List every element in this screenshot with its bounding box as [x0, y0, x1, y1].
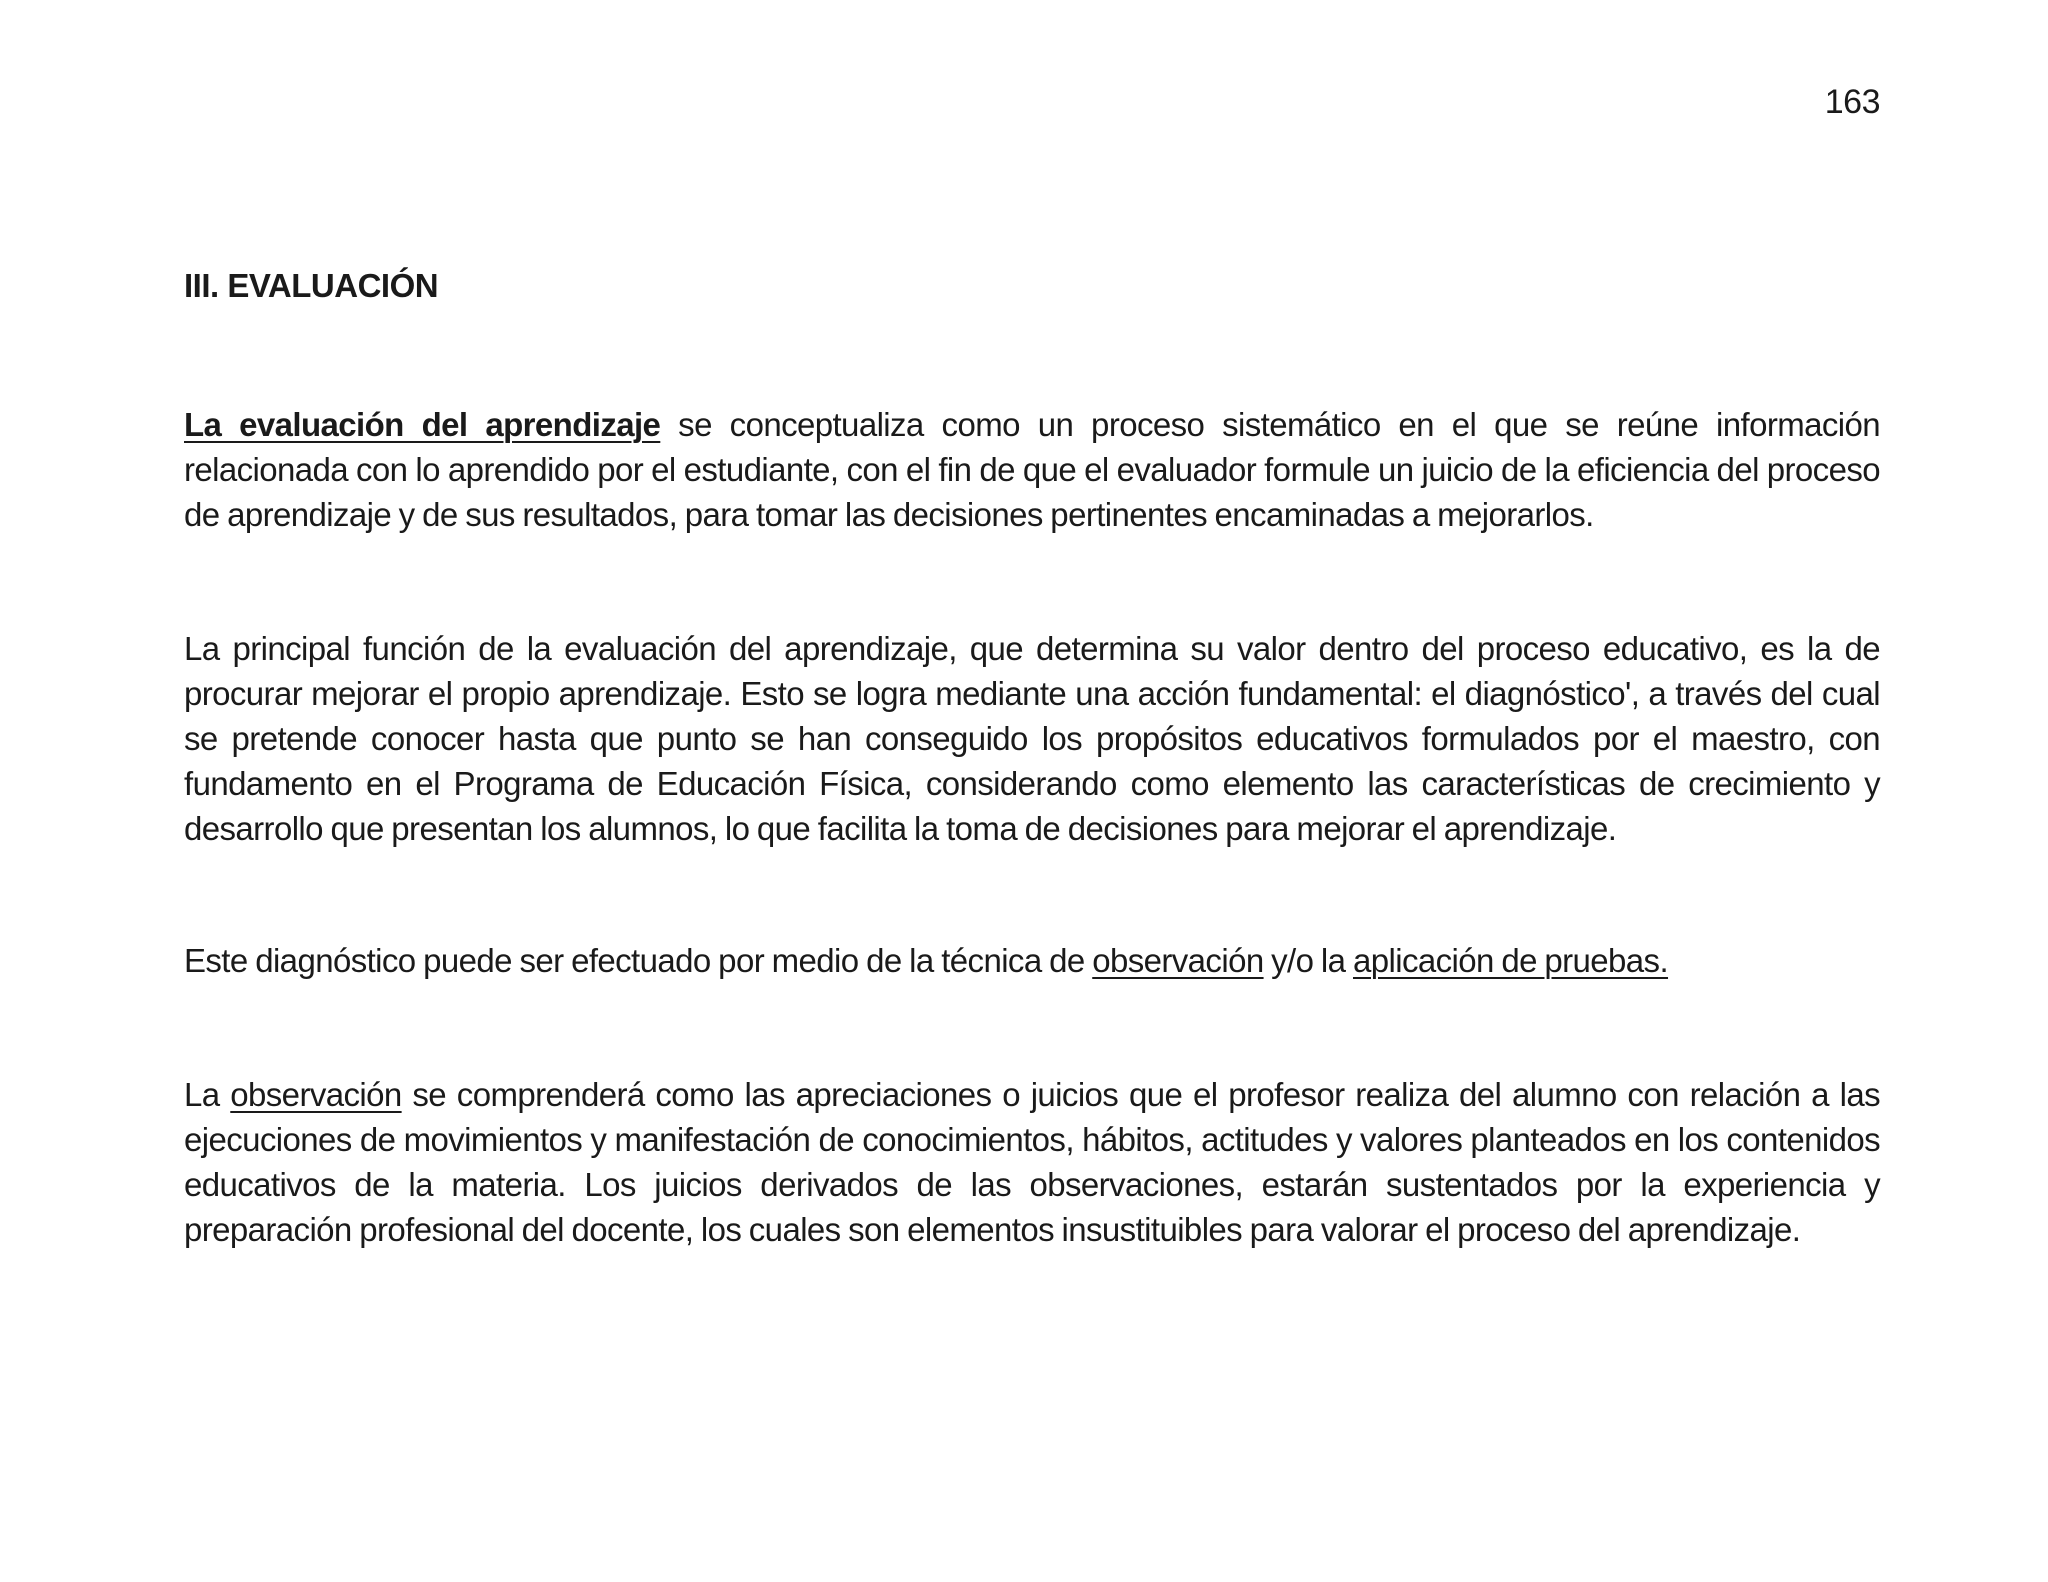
paragraph-evaluation-definition [184, 402, 1880, 537]
paragraph-principal-function: La principal función de la evaluación del aprendizaje, que determina su valor dentro del proceso educativo, es la de procurar mejorar el propio aprendizaje. Esto se logra mediante una acción fundamental: el diagnóstico', a través del cual se pretende conocer hasta que punto se han conseguido los propósitos educativos formulados por el maestro, con fundamento en el Programa de Educación Física, considerando como elemento las características de crecimiento y desarrollo que presentan los alumnos, lo que facilita la toma de decisiones para mejorar el aprendizaje. [184, 630, 1880, 847]
page-number: 163 [1824, 83, 1880, 121]
paragraph-diagnostic [184, 938, 1880, 983]
paragraph-text: Este diagnóstico puede ser efectuado por medio de la técnica de [184, 942, 1093, 979]
section-title: III. EVALUACIÓN [184, 267, 439, 304]
term-evaluacion-aprendizaje: La evaluación del aprendizaje [184, 406, 661, 443]
paragraph-observation [184, 1072, 1880, 1252]
paragraph-text: se conceptualiza como un proceso sistemático en el que se reúne información relacionada con lo aprendido por el estudiante, con el fin de que el evaluador formule un juicio de la eficiencia del proceso de aprendizaje y de sus resultados, para tomar las decisiones pertinentes encaminadas a mejorarlos. [184, 406, 1880, 533]
term-observacion: observación [230, 1076, 402, 1113]
paragraph-text: La [184, 1076, 231, 1113]
paragraph-text: se comprenderá como las apreciaciones o juicios que el profesor realiza del alumno con relación a las ejecuciones de movimientos y manifestación de conocimientos, hábitos, actitudes y valores planteados en los contenidos educativos de la materia. Los juicios derivados de las observaciones, estarán sustentados por la experiencia y preparación profesional del docente, los cuales son elementos insustituibles para valorar el proceso del aprendizaje. [184, 1076, 1881, 1248]
paragraph-text: y/o la [1263, 942, 1353, 979]
term-aplicacion-pruebas: aplicación de pruebas. [1353, 942, 1669, 979]
term-observacion: observación [1092, 942, 1264, 979]
